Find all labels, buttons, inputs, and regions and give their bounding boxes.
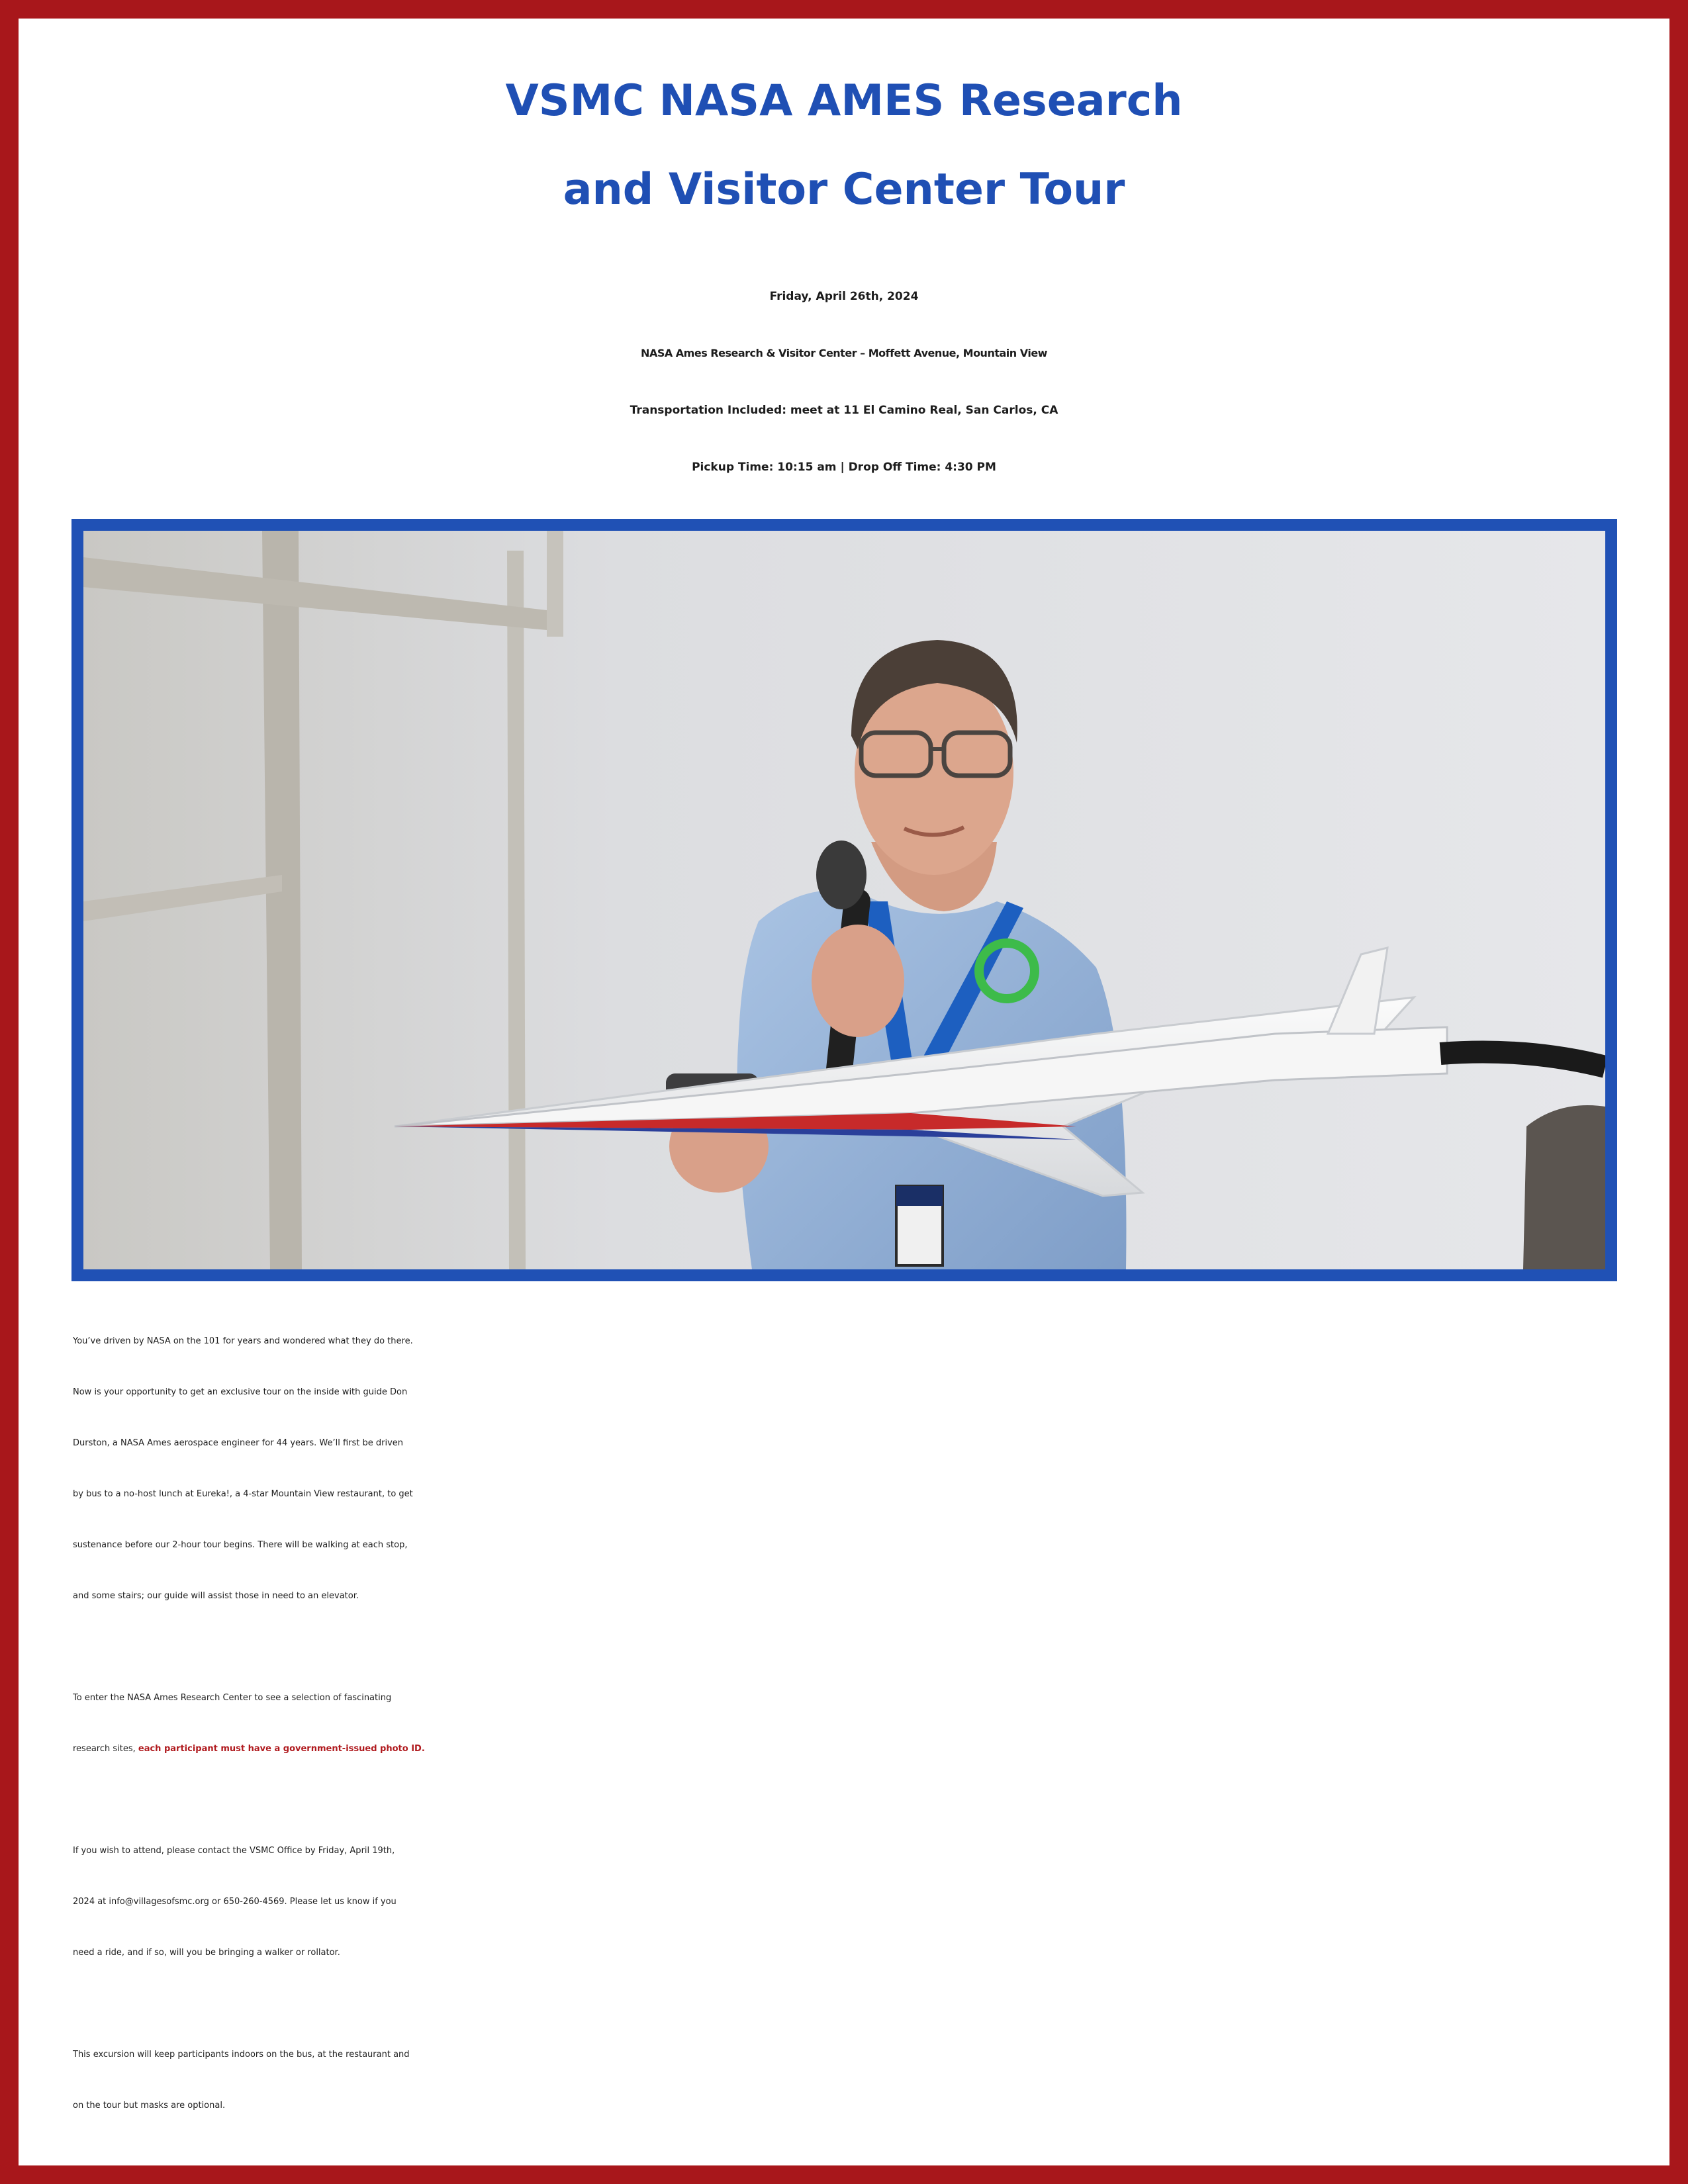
chair-shape — [1523, 1105, 1605, 1269]
intro-line: and some stairs; our guide will assist those in need to an elevator. — [73, 1591, 359, 1601]
intro-line: by bus to a no-host lunch at Eureka!, a 4-star Mountain View restaurant, to get — [73, 1489, 413, 1499]
intro-line: sustenance before our 2-hour tour begins. There will be walking at each stop, — [73, 1540, 408, 1550]
paragraph-intro — [73, 1316, 1622, 1621]
event-venue: NASA Ames Research & Visitor Center – Moffett Avenue, Mountain View — [641, 347, 1047, 359]
microphone-head — [816, 841, 867, 909]
title-line-2: and Visitor Center Tour — [563, 165, 1125, 214]
event-transportation: Transportation Included: meet at 11 El Camino Real, San Carlos, CA — [630, 404, 1058, 417]
paragraph-masks — [73, 2029, 1622, 2131]
hand-mic — [812, 925, 904, 1037]
page-title — [0, 57, 1688, 234]
intro-line: You’ve driven by NASA on the 101 for years and wondered what they do there. — [73, 1336, 413, 1346]
masks-line: on the tour but masks are optional. — [73, 2101, 226, 2111]
intro-line: Durston, a NASA Ames aerospace engineer for 44 years. We’ll first be driven — [73, 1438, 404, 1448]
id-line: To enter the NASA Ames Research Center to see a selection of fascinating — [73, 1693, 392, 1703]
body-text — [73, 1316, 1622, 2131]
title-line-1: VSMC NASA AMES Research — [505, 76, 1183, 126]
intro-line: Now is your opportunity to get an exclusive tour on the inside with guide Don — [73, 1387, 408, 1397]
paragraph-id-requirement — [73, 1672, 1622, 1774]
rsvp-line: 2024 at info@villagesofsmc.org or 650-260-4569. Please let us know if you — [73, 1897, 397, 1907]
event-date: Friday, April 26th, 2024 — [769, 290, 919, 303]
masks-line: This excursion will keep participants indoors on the bus, at the restaurant and — [73, 2050, 410, 2060]
id-line — [73, 1723, 1622, 1774]
rsvp-line: If you wish to attend, please contact the VSMC Office by Friday, April 19th, — [73, 1846, 395, 1856]
beam-vertical-2 — [507, 551, 526, 1269]
id-requirement-highlight: each participant must have a government-issued photo ID. — [138, 1744, 425, 1754]
paragraph-rsvp — [73, 1825, 1622, 1978]
beam-horizontal — [547, 531, 563, 637]
rsvp-line: need a ride, and if so, will you be bringing a walker or rollator. — [73, 1948, 340, 1958]
event-details — [0, 268, 1688, 496]
guide-photo — [71, 519, 1617, 1281]
event-times: Pickup Time: 10:15 am | Drop Off Time: 4:30 PM — [692, 461, 996, 474]
id-line-prefix: research sites, — [73, 1744, 138, 1754]
